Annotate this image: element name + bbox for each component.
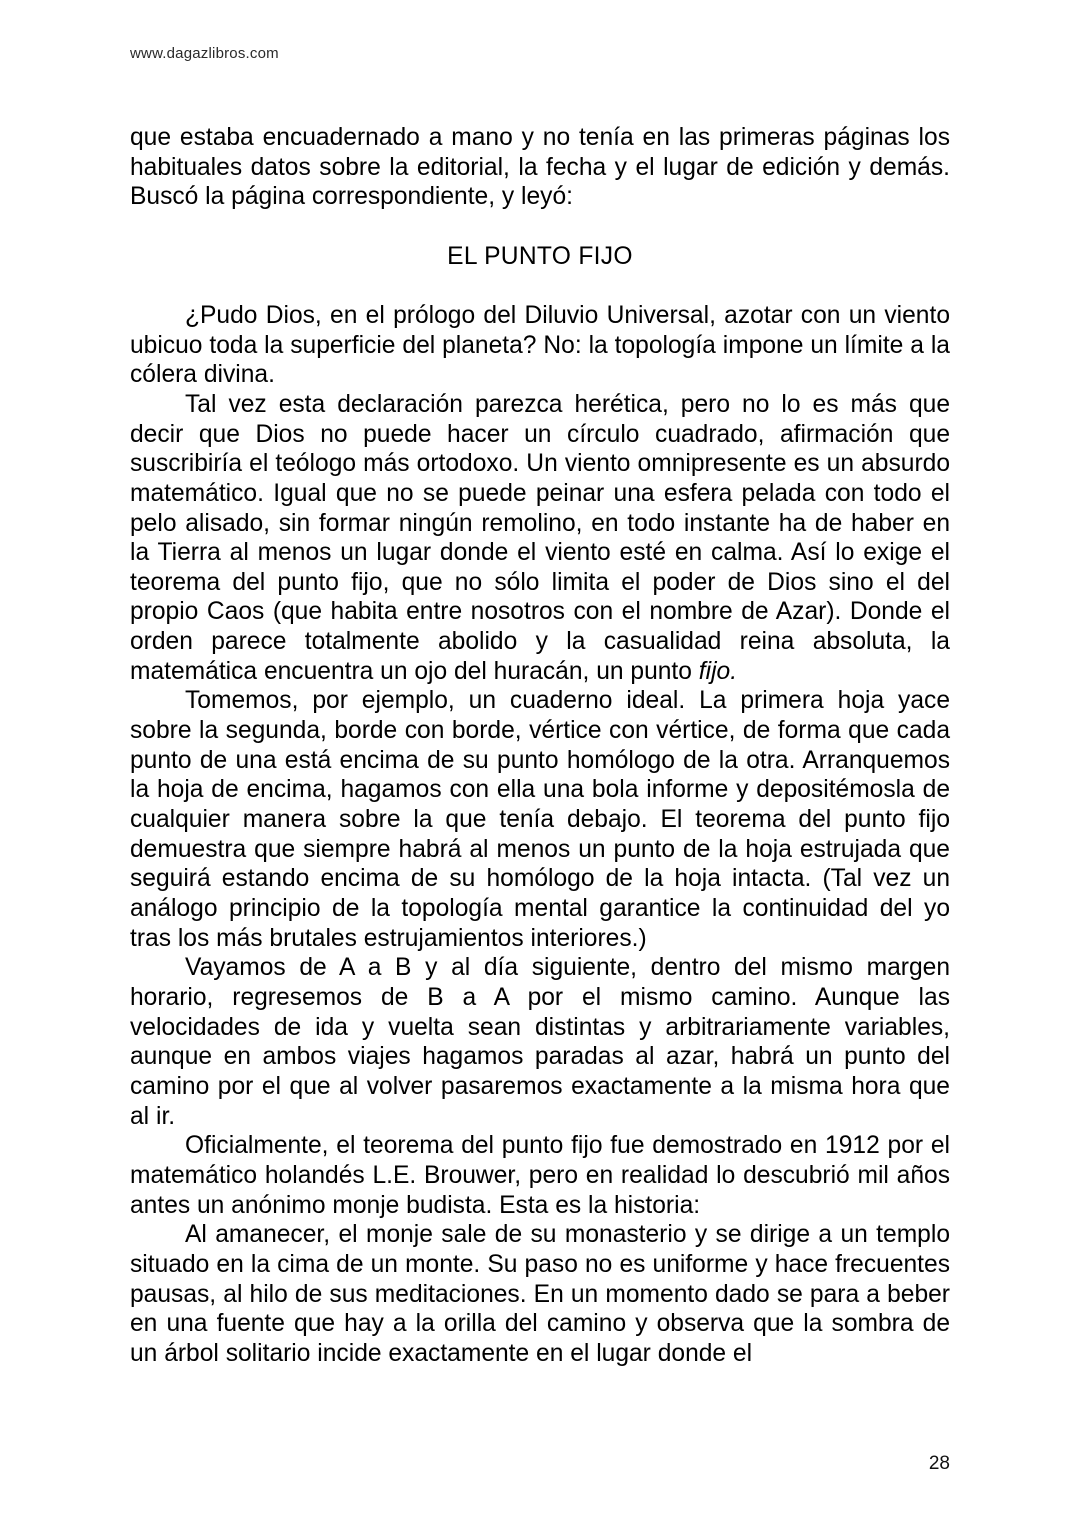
text-run: ¿Pudo Dios, en el prólogo del Diluvio Universal, azotar con un viento ubicuo toda la superficie del planeta? No: la topología impone un límite a la cólera divina. (130, 301, 950, 389)
paragraph (130, 301, 950, 390)
text-run: Vayamos de A a B y al día siguiente, dentro del mismo margen horario, regresemos de B a A por el mismo camino. Aunque las velocidades de ida y vuelta sean distintas y arbitrariamente variables, aunque en ambos viajes hagamos paradas al azar, habrá un punto del camino por el que al volver pasaremos exactamente a la misma hora que al ir. (130, 954, 950, 1130)
text-run: Oficialmente, el teorema del punto fijo fue demostrado en 1912 por el matemático holandés L.E. Brouwer, pero en realidad lo descubrió mil años antes un anónimo monje budista. Esta es la historia: (130, 1132, 950, 1219)
text-run: Al amanecer, el monje sale de su monasterio y se dirige a un templo situado en la cima de un monte. Su paso no es uniforme y hace frecuentes pausas, al hilo de sus meditaciones. En un momento dado se para a beber en una fuente que hay a la orilla del camino y observa que la sombra de un árbol solitario incide exactamente en el lugar donde el (130, 1221, 950, 1367)
website-url: www.dagazlibros.com (130, 45, 279, 62)
paragraph (130, 1220, 950, 1368)
text-run: Tal vez esta declaración parezca herética, pero no lo es más que decir que Dios no puede hacer un círculo cuadrado, afirmación que suscribiría el teólogo más ortodoxo. Un viento omnipresente es un absurdo matemático. Igual que no se puede peinar una esfera pelada con todo el pelo alisado, sin formar ningún remolino, en todo instante ha de haber en la Tierra al menos un lugar donde el viento esté en calma. Así lo exige el teorema del punto fijo, que no sólo limita el poder de Dios sino el del propio Caos (que habita entre nosotros con el nombre de Azar). Donde el orden parece totalmente abolido y la casualidad reina absoluta, la matemática encuentra un ojo del huracán, un punto (130, 390, 950, 685)
paragraph (130, 686, 950, 953)
document-content (130, 123, 950, 1369)
body-paragraphs (130, 301, 950, 1369)
opening-paragraph (130, 123, 950, 212)
page-number: 28 (928, 1453, 950, 1474)
paragraph (130, 1131, 950, 1220)
paragraph (130, 953, 950, 1131)
paragraph (130, 390, 950, 687)
italic-text-run: fijo. (698, 657, 738, 685)
text-run: que estaba encuadernado a mano y no tenía en las primeras páginas los habituales datos sobre la editorial, la fecha y el lugar de edición y demás. Buscó la página correspondiente, y leyó: (130, 124, 950, 211)
text-run: Tomemos, por ejemplo, un cuaderno ideal. La primera hoja yace sobre la segunda, borde con borde, vértice con vértice, de forma que cada punto de una está encima de su punto homólogo de la otra. Arranquemos la hoja de encima, hagamos con ella una bola informe y depositémosla de cualquier manera sobre la que tenía debajo. El teorema del punto fijo demuestra que siempre habrá al menos un punto de la hoja estrujada que seguirá estando encima de su homólogo de la hoja intacta. (Tal vez un análogo principio de la topología mental garantice la continuidad del yo tras los más brutales estrujamientos interiores.) (130, 687, 950, 952)
document-title: EL PUNTO FIJO (447, 242, 633, 270)
